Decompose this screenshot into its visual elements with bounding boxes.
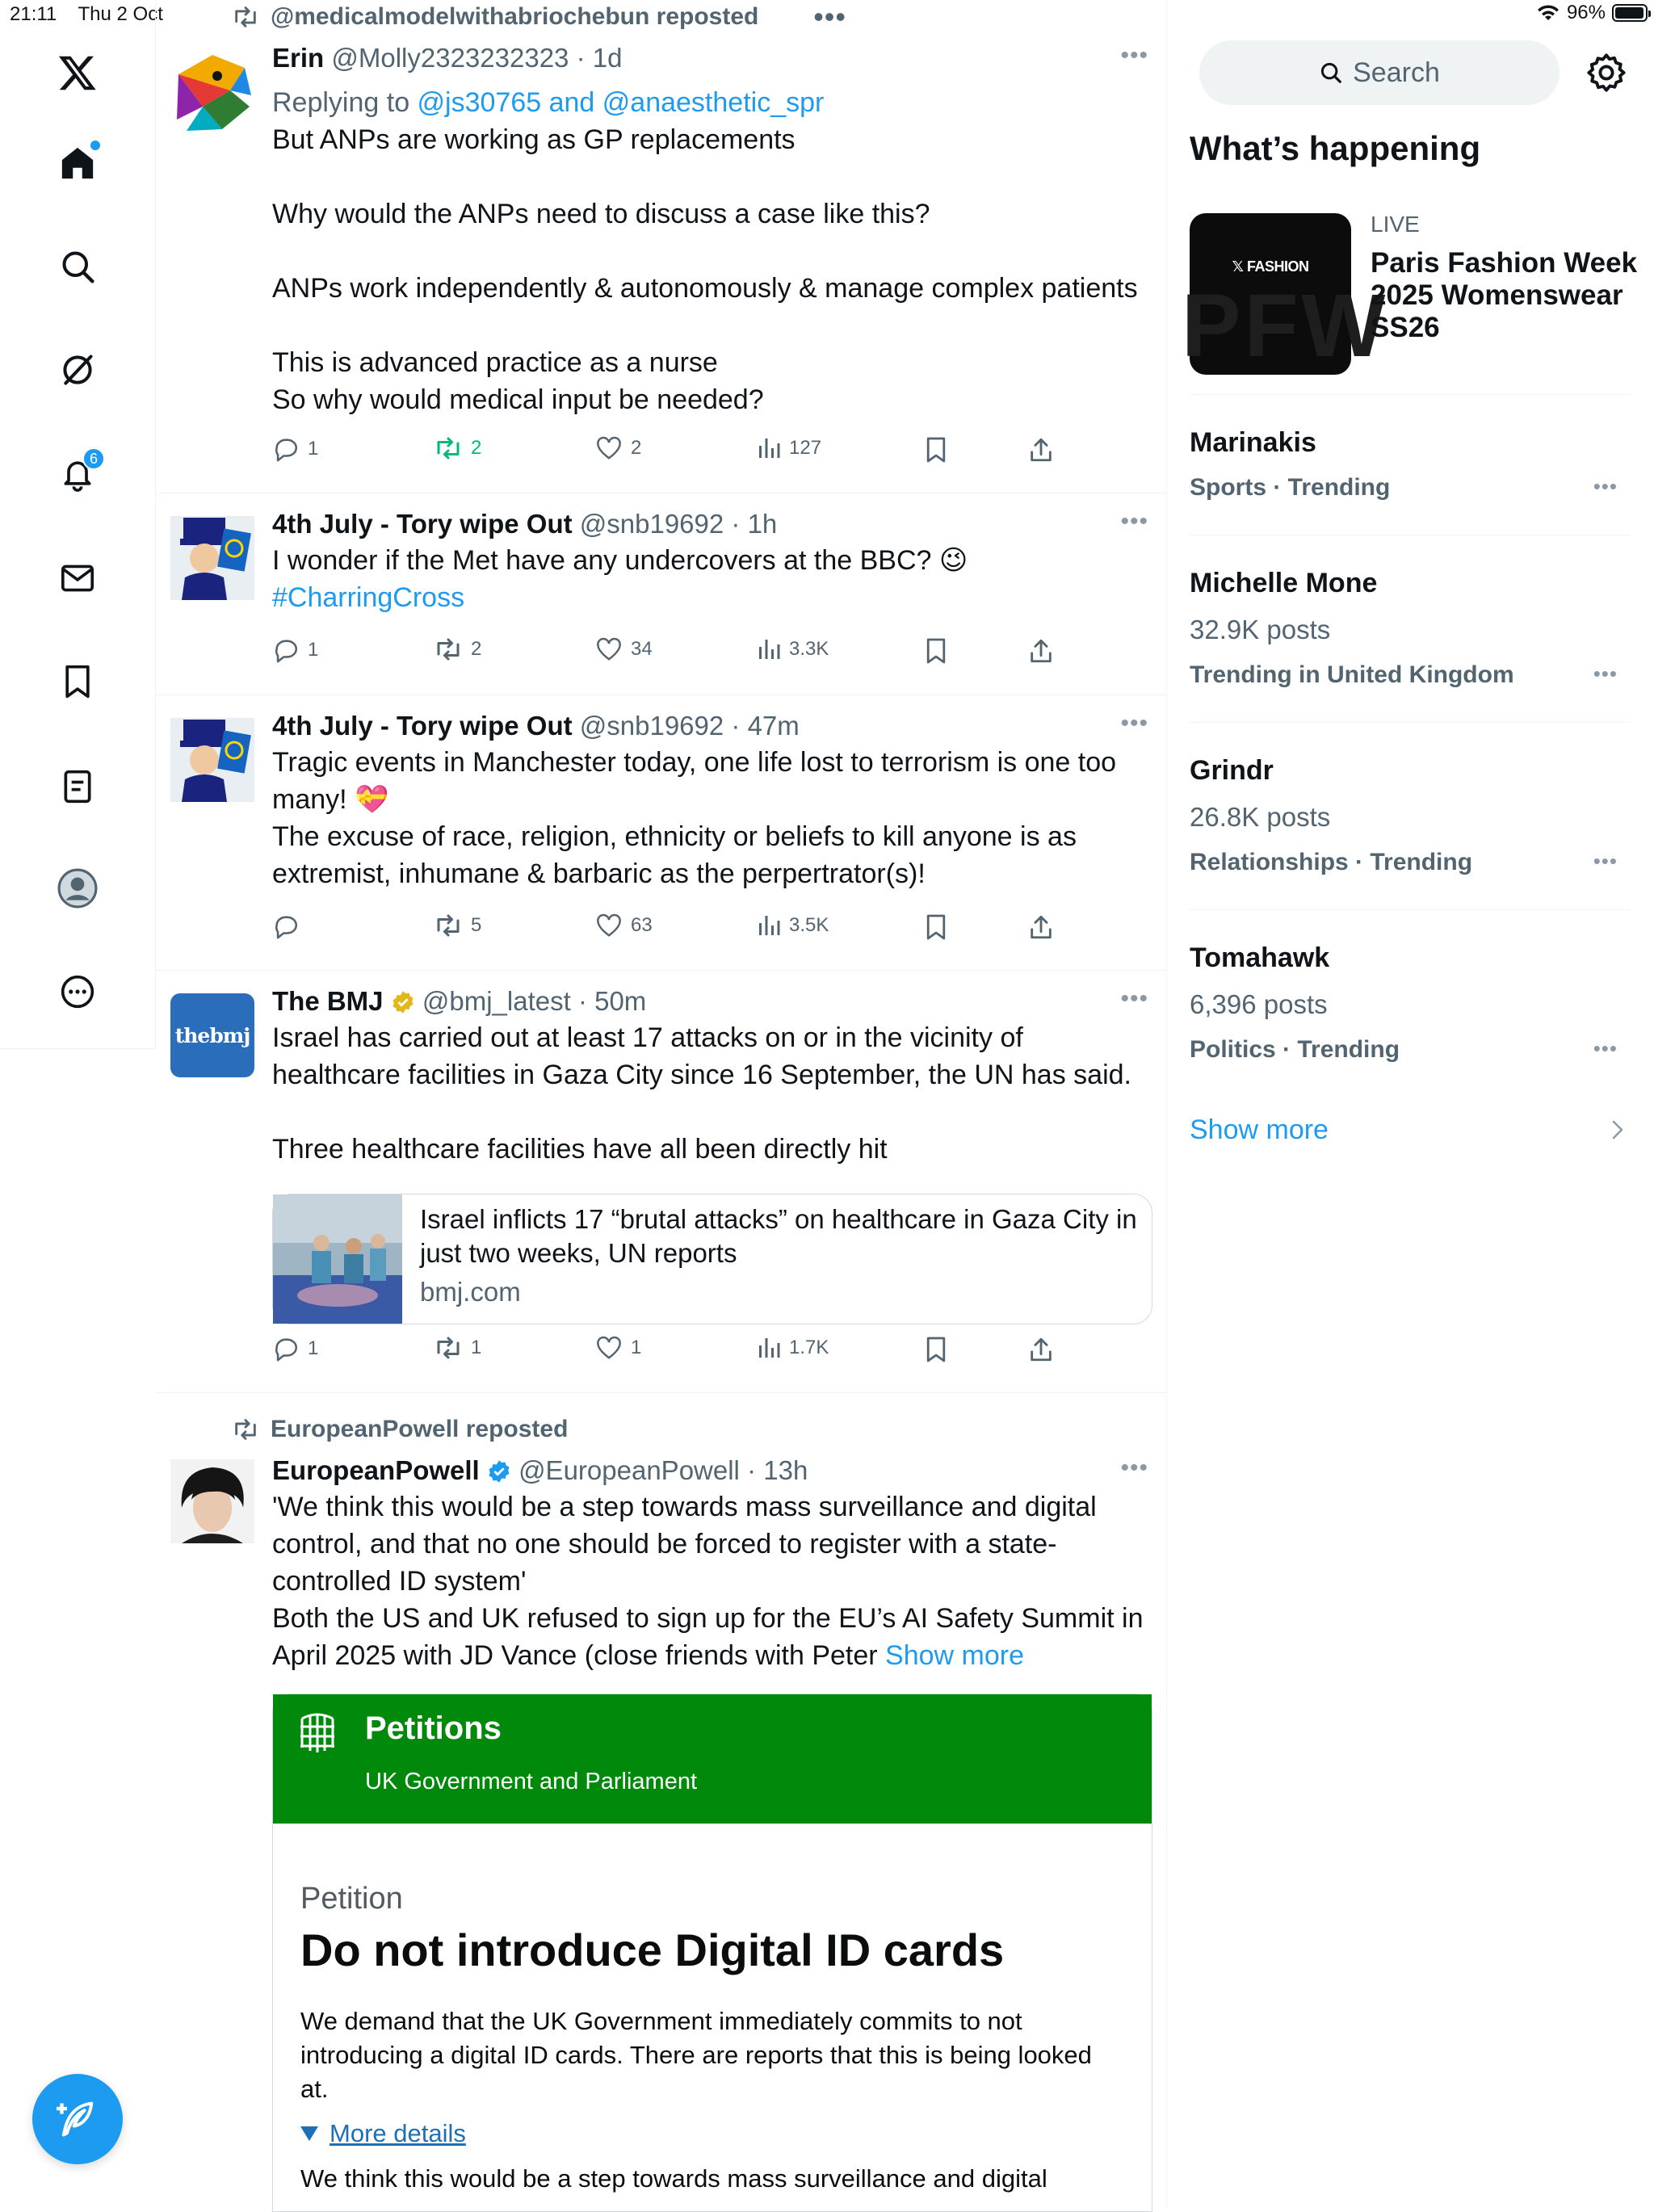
- trend-item[interactable]: [1190, 394, 1631, 535]
- views-icon: [757, 436, 781, 460]
- tweet-more-icon[interactable]: •••: [1120, 985, 1148, 1012]
- settings-gear-icon[interactable]: [1585, 52, 1627, 94]
- reply-icon: [272, 1336, 300, 1362]
- post-time[interactable]: · 47m: [731, 711, 800, 741]
- gold-verified-badge-icon: [391, 990, 415, 1014]
- petition-header: [273, 1694, 1152, 1824]
- hashtag-link[interactable]: #CharringCross: [272, 582, 465, 613]
- more-details-link[interactable]: More details: [330, 2119, 466, 2147]
- search-input[interactable]: [1199, 40, 1560, 105]
- trend-post-count: 6,396 posts: [1190, 989, 1328, 1019]
- reply-button[interactable]: [272, 637, 318, 663]
- share-icon: [1028, 637, 1054, 665]
- views-count: 127: [789, 437, 822, 459]
- reply-button[interactable]: [272, 436, 318, 462]
- repost-button[interactable]: [434, 1336, 481, 1360]
- author-handle[interactable]: @snb19692: [579, 711, 724, 741]
- trend-more-icon[interactable]: •••: [1593, 474, 1618, 498]
- show-more-link[interactable]: Show more: [1190, 1114, 1329, 1145]
- views-icon: [757, 913, 781, 938]
- trend-meta: Trending in United Kingdom: [1190, 661, 1514, 688]
- repost-icon: [434, 637, 463, 661]
- chevron-right-icon[interactable]: [1611, 1119, 1624, 1140]
- caret-down-icon: [300, 2126, 318, 2141]
- heart-icon: [595, 436, 623, 460]
- x-fashion-logo: 𝕏 FASHION: [1232, 258, 1309, 275]
- heart-icon: [595, 913, 623, 938]
- trend-item[interactable]: [1190, 535, 1631, 723]
- tweet-text: But ANPs are working as GP replacements Why would the ANPs need to discuss a case like this? ANPs work independently & autonomously & manage complex patients This is advanced practice as a nurse So why would medical input be needed?: [272, 124, 1138, 415]
- trend-more-icon[interactable]: •••: [1593, 1036, 1618, 1060]
- views-button[interactable]: [757, 1336, 829, 1360]
- more-options-icon[interactable]: [50, 964, 105, 1019]
- tweet-more-icon[interactable]: •••: [1120, 508, 1148, 535]
- like-count: 34: [631, 638, 653, 660]
- like-button[interactable]: [595, 1336, 641, 1360]
- tweet-more-icon[interactable]: •••: [1120, 1454, 1148, 1481]
- tweet-header: [272, 1453, 1152, 1488]
- like-button[interactable]: [595, 637, 653, 661]
- bookmark-button[interactable]: [925, 1336, 947, 1363]
- link-preview-domain: bmj.com: [420, 1277, 521, 1307]
- link-preview-title: Israel inflicts 17 “brutal attacks” on healthcare in Gaza City in just two weeks, UN reports: [420, 1204, 1137, 1268]
- trend-post-count: 26.8K posts: [1190, 802, 1331, 832]
- reply-count: 1: [308, 639, 319, 661]
- author-name[interactable]: EuropeanPowell: [272, 1455, 480, 1485]
- tweet[interactable]: [156, 695, 1166, 971]
- profile-icon[interactable]: [50, 861, 105, 916]
- repost-icon: [434, 436, 463, 460]
- replying-to-handles[interactable]: @js30765 and @anaesthetic_spr: [417, 87, 825, 118]
- share-icon: [1028, 436, 1054, 464]
- home-unread-dot: [89, 139, 102, 152]
- tweet-more-icon[interactable]: •••: [1120, 42, 1148, 69]
- repost-button[interactable]: [434, 637, 481, 661]
- like-button[interactable]: [595, 913, 653, 938]
- share-button[interactable]: [1028, 436, 1054, 464]
- trend-item[interactable]: [1190, 909, 1631, 1098]
- live-event-title[interactable]: Paris Fashion Week 2025 Womenswear SS26: [1371, 247, 1638, 343]
- trend-name: Marinakis: [1190, 427, 1316, 458]
- trend-meta: Sports · Trending: [1190, 474, 1391, 501]
- compose-post-button[interactable]: [32, 2074, 123, 2164]
- views-button[interactable]: [757, 436, 821, 460]
- post-time[interactable]: · 1d: [576, 43, 623, 73]
- author-handle[interactable]: @snb19692: [579, 509, 724, 539]
- portcullis-icon: [299, 1710, 336, 1754]
- search-icon: [1319, 61, 1343, 85]
- views-count: 3.5K: [789, 914, 829, 936]
- repost-count: 5: [471, 914, 482, 936]
- avatar[interactable]: [170, 993, 254, 1077]
- like-button[interactable]: [595, 436, 641, 460]
- left-nav: [0, 0, 156, 1049]
- live-event-bg-text: PFW: [1182, 276, 1389, 376]
- repost-button[interactable]: [434, 436, 481, 460]
- repost-count: 2: [471, 437, 482, 459]
- share-button[interactable]: [1028, 1336, 1054, 1363]
- petition-body: We demand that the UK Government immediately commits to not introducing a digital ID cards. There are reports that this is being looked at.: [300, 2007, 1092, 2103]
- like-count: 2: [631, 437, 642, 459]
- tweet-header: [272, 506, 1152, 542]
- bookmark-icon: [925, 913, 947, 941]
- repost-indicator-text[interactable]: EuropeanPowell reposted: [271, 1416, 569, 1442]
- bmj-logo-text: thebmj: [174, 1023, 250, 1047]
- post-time[interactable]: · 13h: [747, 1455, 808, 1485]
- trend-meta: Politics · Trending: [1190, 1036, 1400, 1063]
- avatar[interactable]: [170, 516, 254, 600]
- right-sidebar: [1167, 0, 1654, 2206]
- reply-count: 1: [308, 438, 319, 460]
- tweet-actions: [272, 1336, 1241, 1368]
- author-name[interactable]: 4th July - Tory wipe Out: [272, 509, 573, 539]
- reply-icon: [272, 913, 300, 939]
- share-button[interactable]: [1028, 913, 1054, 941]
- like-count: 1: [631, 1337, 642, 1358]
- author-handle[interactable]: @EuropeanPowell: [518, 1455, 740, 1485]
- bookmark-button[interactable]: [925, 913, 947, 941]
- like-count: 63: [631, 914, 653, 936]
- repost-indicator-text[interactable]: @medicalmodelwithabriochebun reposted: [271, 3, 759, 30]
- petition-label: Petition: [300, 1882, 403, 1916]
- bookmark-icon: [925, 1336, 947, 1363]
- repost-icon: [232, 1417, 259, 1442]
- search-icon[interactable]: [50, 239, 105, 294]
- petition-header-subtitle: UK Government and Parliament: [365, 1769, 698, 1794]
- tweet-actions: [272, 913, 1241, 946]
- trend-item[interactable]: [1190, 722, 1631, 910]
- repost-icon: [434, 913, 463, 938]
- petition-more-details[interactable]: [300, 2119, 466, 2148]
- bookmark-button[interactable]: [925, 637, 947, 665]
- notifications-badge: 6: [82, 447, 105, 470]
- views-count: 3.3K: [789, 638, 829, 660]
- reply-count: 1: [308, 1337, 319, 1359]
- repost-button[interactable]: [434, 913, 481, 938]
- repost-icon: [434, 1336, 463, 1360]
- reply-icon: [272, 436, 300, 462]
- petition-title: Do not introduce Digital ID cards: [300, 1924, 1005, 1975]
- petition-header-title: Petitions: [365, 1710, 502, 1746]
- bell-icon[interactable]: [50, 446, 105, 501]
- bookmark-button[interactable]: [925, 436, 947, 464]
- timeline-feed: [156, 0, 1167, 2206]
- home-icon[interactable]: [50, 136, 105, 191]
- trend-name: Tomahawk: [1190, 942, 1330, 973]
- tweet-header: [272, 708, 1152, 744]
- trend-name: Grindr: [1190, 755, 1274, 786]
- tweet-text-body: 'We think this would be a step towards mass surveillance and digital control, and that no one should be forced to register with a state-controlled ID system' Both the US and UK refused to sign up for the EU’s AI Safety Summit in April 2025 with JD Vance (close friends with Peter: [272, 1492, 1144, 1671]
- trend-name: Michelle Mone: [1190, 568, 1378, 598]
- petition-card[interactable]: [272, 1694, 1152, 2212]
- tweet-text: Israel has carried out at least 17 attacks on or in the vicinity of healthcare facilities in Gaza City since 16 September, the UN has said. Three healthcare facilities have all been directly hit: [272, 1022, 1131, 1165]
- share-icon: [1028, 913, 1054, 941]
- mail-icon[interactable]: [50, 551, 105, 606]
- tweet[interactable]: [156, 493, 1166, 695]
- post-time[interactable]: · 1h: [731, 509, 778, 539]
- trend-meta: Relationships · Trending: [1190, 849, 1473, 875]
- author-name[interactable]: The BMJ: [272, 986, 384, 1016]
- share-button[interactable]: [1028, 637, 1054, 665]
- reply-icon: [272, 637, 300, 663]
- avatar[interactable]: [170, 1459, 254, 1543]
- trend-post-count: 32.9K posts: [1190, 615, 1331, 644]
- views-count: 1.7K: [789, 1337, 829, 1358]
- author-name[interactable]: Erin: [272, 43, 325, 73]
- tweet[interactable]: [156, 0, 1166, 493]
- replying-to-label: Replying to: [272, 87, 418, 118]
- post-time[interactable]: · 50m: [577, 986, 647, 1016]
- battery-percent: 96%: [1566, 2, 1606, 23]
- tweet-actions: [272, 436, 1241, 468]
- status-time: 21:11: [10, 3, 57, 25]
- live-event-image[interactable]: [1182, 213, 1389, 376]
- bookmark-icon[interactable]: [50, 654, 105, 709]
- petition-details-text: We think this would be a step towards mass surveillance and digital: [300, 2164, 1047, 2193]
- compose-feather-icon: [57, 2098, 99, 2140]
- verified-badge-icon: [487, 1459, 511, 1484]
- reply-button[interactable]: [272, 1336, 318, 1362]
- author-handle[interactable]: @Molly2323232323: [331, 43, 569, 73]
- tweet-text: Tragic events in Manchester today, one life lost to terrorism is one too many! 💝 The excuse of race, religion, ethnicity or beliefs to kill anyone is as extremist, inhumane & barbaric as the perpertrator(s)!: [272, 747, 1117, 889]
- views-button[interactable]: [757, 913, 829, 938]
- reply-button[interactable]: [272, 913, 308, 939]
- share-icon: [1028, 1336, 1054, 1363]
- link-preview-card[interactable]: [272, 1194, 1152, 1324]
- show-more-link[interactable]: Show more: [885, 1640, 1025, 1671]
- views-button[interactable]: [757, 637, 829, 661]
- whats-happening-title: What’s happening: [1190, 129, 1481, 167]
- avatar[interactable]: [170, 50, 254, 134]
- views-icon: [757, 1336, 781, 1360]
- tweet-text: [272, 1488, 1152, 1674]
- author-name[interactable]: 4th July - Tory wipe Out: [272, 711, 573, 741]
- grok-icon[interactable]: [50, 342, 105, 397]
- tweet-actions: [272, 637, 1241, 669]
- tweet-header: [272, 984, 1152, 1019]
- bookmark-icon: [925, 637, 947, 665]
- bookmark-icon: [925, 436, 947, 464]
- x-logo-icon[interactable]: [50, 45, 105, 100]
- repost-indicator: [232, 1416, 568, 1443]
- live-label: LIVE: [1371, 212, 1420, 237]
- more-options-icon[interactable]: •••: [813, 0, 846, 33]
- link-preview-image: [273, 1194, 402, 1324]
- author-handle[interactable]: @bmj_latest: [422, 986, 571, 1016]
- avatar[interactable]: [170, 718, 254, 802]
- repost-count: 1: [471, 1337, 482, 1358]
- replying-to: [272, 84, 1152, 121]
- search-placeholder: Search: [1353, 57, 1440, 88]
- tweet[interactable]: [156, 971, 1166, 1393]
- trend-more-icon[interactable]: •••: [1593, 849, 1618, 873]
- tweet[interactable]: [156, 1393, 1166, 2206]
- lists-icon[interactable]: [50, 759, 105, 814]
- tweet-text: I wonder if the Met have any undercovers at the BBC? 😉: [272, 545, 968, 576]
- link-preview-text: [420, 1203, 1139, 1309]
- repost-count: 2: [471, 638, 482, 660]
- tweet-more-icon[interactable]: •••: [1120, 710, 1148, 737]
- status-date: Thu 2 Oct: [78, 3, 163, 25]
- tweet-header: [272, 40, 1152, 76]
- heart-icon: [595, 1336, 623, 1360]
- heart-icon: [595, 637, 623, 661]
- trend-more-icon[interactable]: •••: [1593, 661, 1618, 686]
- views-icon: [757, 637, 781, 661]
